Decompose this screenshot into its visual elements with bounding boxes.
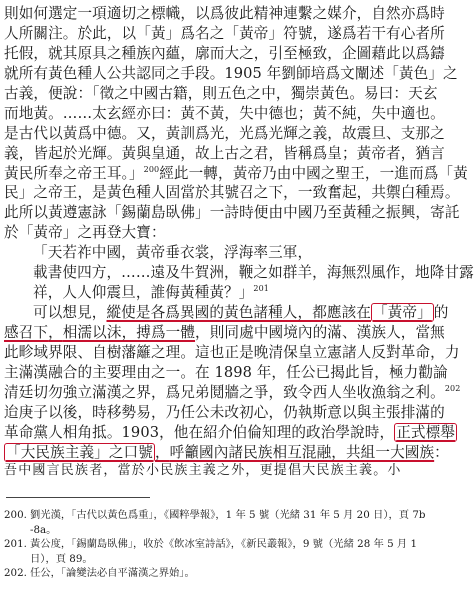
footnote-text: 劉光漢，「古代以黃色爲重」，《國粹學報》，1 年 5 號（光緒 31 年 5 月 20 日），頁 7b [30, 509, 426, 521]
text-run: ，則同處中國境內的滿、漢族人，當無 [195, 324, 445, 341]
footnote-200 [4, 508, 424, 523]
text-line: 是古代以黃爲中德。又，黃訓爲光，光爲光輝之義，故震旦、支那之 [4, 124, 445, 142]
text-line: 民」之帝王，是黃色種人固當於其號召之下，一致奮起，共禦白種焉。 [4, 184, 460, 202]
text-line: 主滿漢融合的主要理由之一。在 1898 年，任公已揭此旨，極力勸論 [4, 363, 448, 381]
underlined-phrase: 相濡以沫，搏爲一體 [62, 324, 196, 341]
footnote-text: 任公，「論變法必自平滿漢之界始」。 [30, 567, 195, 580]
text-line: 此所以黃遵憲詠「錫蘭島臥佛」一詩時便由中國乃至黃種之振興，寄託 [4, 204, 460, 222]
text-line [4, 383, 461, 403]
text-line [4, 323, 445, 343]
text-line: 就所有黃色種人公共認同之手段。1905 年劉師培爲文闡述「黃色」之 [4, 64, 458, 82]
text-run: ： [434, 443, 449, 461]
text-line: 古義，便說：「徵之中國古籍，則五色之中，獨崇黃色。易曰：天玄 [4, 84, 438, 102]
text-run: 可以想見， [33, 304, 107, 322]
block-quote-line: 吾中國言民族者，當於小民族主義之外，更提倡大民族主義。小 [4, 463, 402, 478]
footnote-ref[interactable]: 201 [253, 284, 269, 294]
underlined-phrase: 感召下 [4, 324, 49, 341]
text-run: 黃民所奉之帝王耳。」 [4, 164, 144, 182]
footnote-ref[interactable]: 200 [143, 164, 160, 174]
main-text [4, 4, 474, 463]
text-run: ， [48, 324, 63, 341]
quote-line [4, 283, 424, 303]
text-line [4, 164, 468, 184]
footnotes [4, 508, 424, 581]
text-line: 則如何選定一項適切之標幟，以爲彼此精神連繫之媒介，自然亦爲時 [4, 5, 445, 22]
text-line: 人所關注。於此，以「黃」爲名之「黃帝」符號，遂爲若干有心者所 [4, 24, 445, 42]
text-run: 清廷切勿強立滿漢之界，爲兄弟鬩牆之爭，致令西人坐收漁翁之利。 [4, 383, 445, 401]
text-line: 於「黃帝」之再登大寶： [4, 224, 166, 242]
boxed-phrase: 「大民族主義」之口號 [6, 443, 153, 461]
text-line: 此畛域界限、自樹藩籬之理。這也正是晚清保皇立憲諸人反對革命，力 [4, 343, 460, 361]
footnote-text: 黃公度，「錫蘭島臥佛」，收於《飲冰室詩話》，《新民叢報》，9 號（光緒 28 年 5 月 1 [30, 538, 418, 551]
text-line [4, 423, 455, 443]
underlined-phrase: 呼籲國內諸民族相互混融，共組一大國族 [169, 443, 435, 461]
footnote-202 [4, 566, 424, 581]
underlined-phrase: 縱使是各爲異國的黃色諸種人，都應該在 [106, 304, 371, 322]
quote-line: 載書使四方，……遠及牛賀洲，鞭之如群羊，海無烈風作，地降甘露 [33, 264, 474, 282]
footnote-divider [6, 497, 150, 498]
text-run: 革命黨人相角抵。1903，他在紹介伯倫知理的政治學說時， [4, 423, 395, 441]
text-run: 經此一轉，黃帝乃由中國之聖王，一進而爲「黃 [159, 164, 468, 182]
footnote-201 [4, 537, 424, 552]
footnote-number: 201. [4, 538, 27, 551]
text-line: 而地黃。……太玄經亦曰：黃不黃，失中德也；黃不純，失中適也。 [4, 104, 445, 122]
text-line [4, 443, 449, 463]
text-line: 義，皆起於光輝。黃與皇通，故上古之君，皆稱爲皇；黃帝者，猶言 [4, 144, 445, 162]
quote-line: 「天若祚中國，黃帝垂衣裳，浮海率三軍， [33, 244, 313, 262]
boxed-phrase: 「黃帝」 [372, 304, 432, 322]
footnote-continuation: 日），頁 89。 [30, 552, 93, 565]
boxed-phrase: 正式標舉 [396, 423, 455, 441]
text-line: 托假，就其原具之種族內蘊，廓而大之，引至極致，企圖藉此以爲鑄 [4, 44, 445, 62]
text-run: 祥，人人仰震旦，誰侮黃種黃？」 [33, 284, 254, 302]
text-run: ， [154, 443, 170, 461]
footnote-ref[interactable]: 202 [444, 383, 461, 393]
text-line [4, 303, 449, 323]
footnote-number: 202. [4, 567, 27, 580]
footnote-continuation: -8a。 [30, 523, 57, 536]
footnote-number: 200. [4, 509, 27, 521]
text-run: 的 [433, 304, 449, 322]
text-line: 迨庚子以後，時移勢易，乃任公未改初心，仍執斯意以與主張排滿的 [4, 403, 445, 421]
